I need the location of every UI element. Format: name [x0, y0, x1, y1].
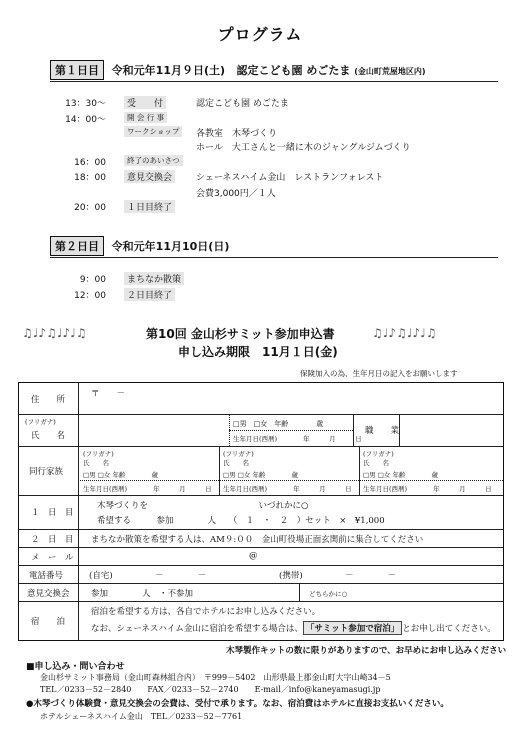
- music-notes-right: ♫♩♪♫♩♪♩♫: [372, 326, 437, 340]
- day2-date: 令和元年11月10日: [111, 240, 209, 253]
- deadline-weekday: 金: [320, 345, 333, 359]
- deadline: 申し込み期限 11月１日(金): [178, 345, 338, 359]
- day1-line1: 木琴づくりを いづれかに○: [97, 501, 309, 511]
- day1-label: ワークショップ: [124, 126, 182, 137]
- day1-weekday: 土: [209, 64, 221, 77]
- mail-at[interactable]: @: [249, 551, 258, 561]
- day1-time: 18：00: [74, 173, 106, 183]
- stay-line2: なお、シェーネスハイム金山に宿泊を希望する場合は、 「サミット参加で宿泊」 とお申し出てください。: [91, 621, 496, 635]
- day1-date: 令和元年11月９日: [111, 64, 204, 77]
- contact-line2: TEL／0233－52－2840 FAX／0233－52－2740 E-mail／info@kaneyamasugi.jp: [40, 685, 381, 694]
- stay-label: 宿 泊: [31, 617, 66, 627]
- family-label: 同行家族: [29, 467, 64, 477]
- hotel-contact: ホテルシェーネスハイム金山 TEL／0233－52－7761: [40, 712, 243, 721]
- day2-time: 9：00: [79, 275, 106, 285]
- furigana-label: (フリガナ): [25, 418, 56, 426]
- job-label: 職 業: [365, 426, 400, 436]
- application-form: 住 所 〒 － (フリガナ) 氏 名 □男 □女 年齢 歳 生年月日(西暦) 年 月 日 職 業 同行家族 (フリガナ) 氏 名 (フリガナ) 氏 名 (フリガナ) 氏 名 □男 □女 年齢 歳 □男 □女 年齢 歳 □男 □女 年齢 歳 生年月日(西暦) 年 月 日 生年月日(西暦) 年 月 日 生年月日(西暦) 年 月 日 １ 日 目 木琴づくりを いづれかに○ 希望する 参加 人 （ １ ・ ２ ）セット × ¥1,000 ２ 日 目 まちなか散策を希望する人は、AM９:００ 金山町役場正面玄関前に集合してください メ ー ル @ 電話番号 (自宅) － － (携帯) － － 意見交換会 参加 人 ・不参加 どちらかに○ 宿 泊 宿泊を希望する方は、各自でホテルにお申し込みください。 なお、シェーネスハイム金山に宿泊を希望する場合は、 「サミット参加で宿泊」 とお申し出てください。: [18, 382, 504, 641]
- day1-desc: 認定こども園 めごたま: [196, 99, 289, 109]
- family1-gender[interactable]: □男 □女 年齢 歳: [83, 471, 158, 479]
- insurance-note: 保険加入の為、生年月日の記入をお願いします: [300, 369, 458, 378]
- address-label: 住 所: [31, 395, 66, 405]
- mail-label: メ ー ル: [31, 553, 74, 563]
- day1-venue: 認定こども園 めごたま: [236, 64, 351, 77]
- day1-badge: 第１日目: [50, 60, 104, 80]
- meeting-label: 意見交換会: [27, 589, 70, 599]
- family2-birth[interactable]: 生年月日(西暦) 年 月 日: [223, 485, 352, 493]
- name-label: 氏 名: [31, 431, 66, 441]
- day1-time: 13：30～: [65, 99, 106, 109]
- day2-weekday: 日: [213, 240, 225, 253]
- day1-desc: 会費3,000円／１人: [196, 189, 276, 199]
- day1-time: 20：00: [74, 203, 106, 213]
- day1-label: 意見交換会: [124, 170, 175, 183]
- day1-area: (金山町荒屋地区内): [354, 67, 426, 76]
- day1-label: １日目終了: [124, 200, 175, 213]
- day1-time: 14：00～: [65, 115, 106, 125]
- fee-note: ●木琴づくり体験費・意見交換会の会費は、受付で承ります。なお、宿泊費はホテルに直接お支払いください。: [26, 699, 449, 709]
- family1-birth[interactable]: 生年月日(西暦) 年 月 日: [83, 485, 212, 493]
- contact-line1: 金山杉サミット事務局（金山町森林組合内） 〒999－5402 山形県最上郡金山町大字山崎34－5: [40, 673, 391, 682]
- program-title: プログラム: [217, 25, 303, 44]
- day2-rule: [50, 257, 498, 258]
- day1-label: 終了のあいさつ: [124, 155, 183, 166]
- contact-heading: ■申し込み・問い合わせ: [26, 662, 125, 672]
- day1-line2[interactable]: 希望する 参加 人 （ １ ・ ２ ）セット × ¥1,000: [97, 516, 385, 526]
- day1-form-label: １ 日 目: [31, 508, 74, 518]
- gender-age[interactable]: □男 □女 年齢 歳: [233, 420, 324, 428]
- music-notes-left: ♫♩♪♫♩♪♩♫: [22, 326, 87, 340]
- address-field[interactable]: 〒 －: [91, 389, 126, 399]
- deadline-label: 申し込み期限 11月１日: [178, 345, 315, 359]
- day1-desc: 各教室 木琴づくり: [196, 129, 278, 139]
- phone-label: 電話番号: [29, 571, 64, 581]
- family2-gender[interactable]: □男 □女 年齢 歳: [223, 471, 298, 479]
- day1-label: 受 付: [124, 96, 166, 109]
- day2-time: 12：00: [74, 291, 106, 301]
- stay-line1: 宿泊を希望する方は、各自でホテルにお申し込みください。: [91, 607, 321, 617]
- day2-badge: 第２日目: [50, 236, 104, 256]
- day2-label: まちなか散策: [124, 272, 184, 285]
- day1-header: 第１日目 令和元年11月９日(土) 認定こども園 めごたま (金山町荒屋地区内): [50, 60, 426, 80]
- day1-time: 16：00: [74, 158, 106, 168]
- day1-rule: [50, 81, 498, 82]
- family3-gender[interactable]: □男 □女 年齢 歳: [363, 471, 438, 479]
- day2-label: ２日目終了: [124, 288, 175, 301]
- family3-birth[interactable]: 生年月日(西暦) 年 月 日: [363, 485, 492, 493]
- kit-note: 木琴製作キットの数に限りがありますので、お早めにお申し込みください: [226, 646, 507, 656]
- day2-text: まちなか散策を希望する人は、AM９:００ 金山町役場正面玄関前に集合してください: [91, 535, 424, 545]
- stay-highlight: 「サミット参加で宿泊」: [303, 621, 402, 635]
- day1-desc: ホール 大工さんと一緒に木のジャングルジムづくり: [196, 143, 411, 153]
- day2-form-label: ２ 日 目: [31, 535, 74, 545]
- form-title: 第10回 金山杉サミット参加申込書: [146, 327, 335, 341]
- day2-header: 第２日目 令和元年11月10日(日): [50, 236, 229, 256]
- birth-date[interactable]: 生年月日(西暦) 年 月 日: [233, 435, 362, 443]
- day1-label: 開 会 行 事: [124, 112, 167, 123]
- day1-desc: シェーネスハイム金山 レストランフォレスト: [196, 173, 384, 183]
- meeting-circle: どちらかに○: [309, 590, 348, 598]
- meeting-text[interactable]: 参加 人 ・不参加: [91, 589, 194, 599]
- phone-home[interactable]: (自宅) － －: [89, 571, 207, 581]
- phone-mobile[interactable]: (携帯) － －: [279, 571, 397, 581]
